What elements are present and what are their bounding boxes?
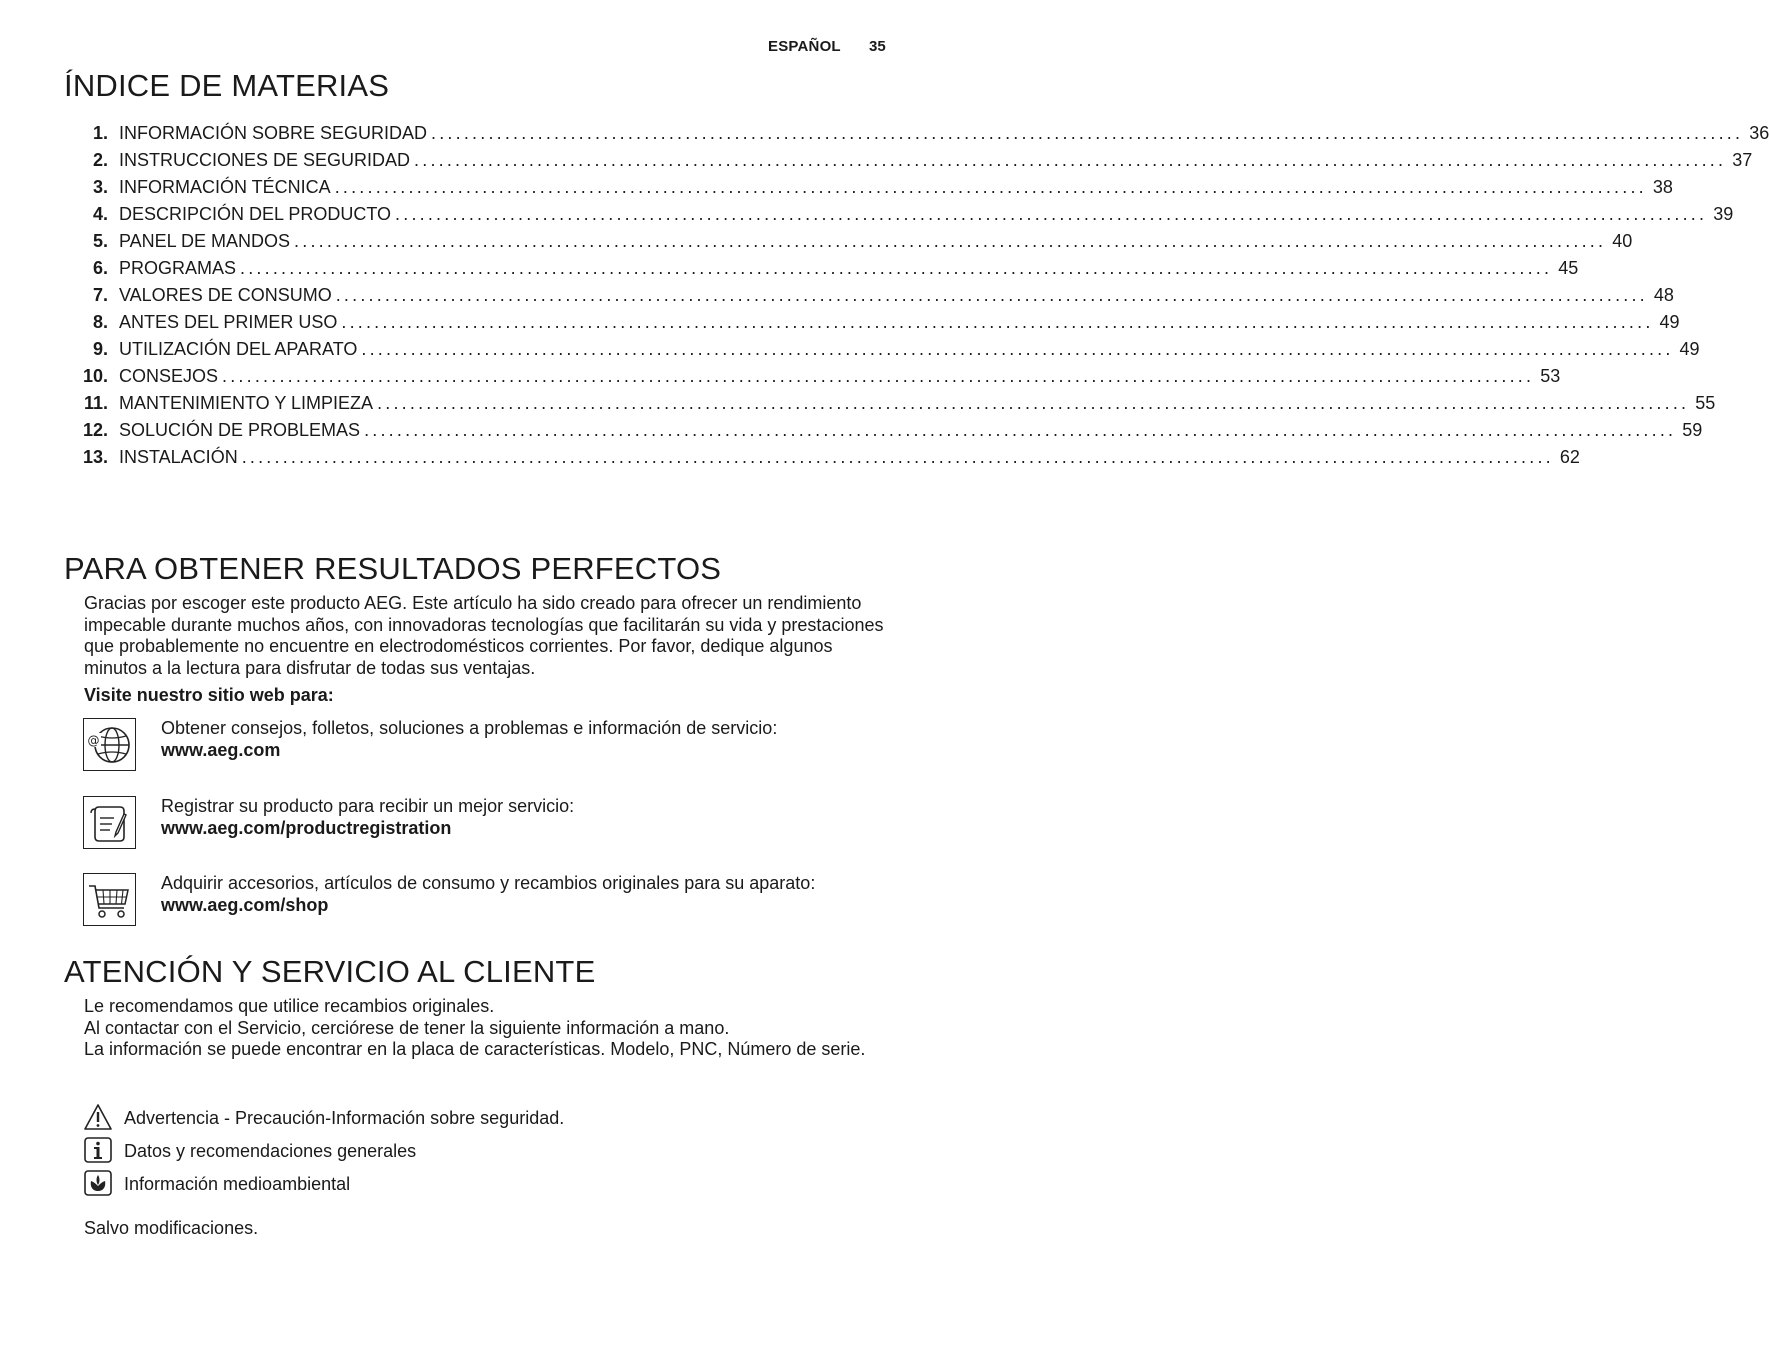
toc-item-2[interactable] (64, 147, 1753, 174)
toc-label: PROGRAMAS (119, 258, 237, 278)
toc-number: 3. (92, 177, 108, 197)
toc-page: 48 (1653, 285, 1674, 305)
intro-paragraph: Gracias por escoger este producto AEG. Este artículo ha sido creado para ofrecer un rendimiento impecable durante muchos años, con innovadoras tecnologías que facilitarán su vida y prestaciones que probablemente no encuentre en electrodomésticos corrientes. Por favor, dedique algunos minutos a la lectura para disfrutar de todas sus ventajas. (84, 593, 884, 678)
toc-number: 13. (82, 447, 108, 467)
results-title: PARA OBTENER RESULTADOS PERFECTOS (64, 551, 722, 586)
service-title: ATENCIÓN Y SERVICIO AL CLIENTE (64, 954, 596, 989)
toc-page: 37 (1732, 150, 1753, 170)
service-line: Al contactar con el Servicio, cerciórese de tener la siguiente información a mano. (84, 1017, 730, 1038)
toc-label: VALORES DE CONSUMO (119, 285, 332, 305)
toc-label: MANTENIMIENTO Y LIMPIEZA (119, 393, 374, 413)
shopping-cart-icon (83, 873, 136, 926)
svg-text:@: @ (87, 733, 100, 748)
toc-page: 36 (1749, 123, 1769, 143)
toc-page: 38 (1652, 177, 1673, 197)
toc-leader-dots: ................................................................................................................................................................ (431, 123, 1744, 143)
toc-page: 62 (1559, 447, 1580, 467)
toc-leader-dots: ................................................................................................................................................................ (222, 366, 1535, 386)
toc-item-8[interactable] (64, 309, 1680, 336)
toc-item-12[interactable] (64, 417, 1703, 444)
legend-environment (83, 1169, 783, 1197)
toc-item-1[interactable] (64, 120, 1769, 147)
toc-number: 6. (92, 258, 108, 278)
legend-label: Advertencia - Precaución-Información sobre seguridad. (124, 1108, 565, 1128)
footer-note: Salvo modificaciones. (84, 1218, 259, 1238)
toc-number: 1. (92, 123, 108, 143)
site-description: Obtener consejos, folletos, soluciones a problemas e información de servicio: (161, 718, 778, 738)
legend-label: Información medioambiental (124, 1174, 351, 1194)
toc-leader-dots: ................................................................................................................................................................ (395, 204, 1708, 224)
toc-page: 39 (1713, 204, 1734, 224)
toc-page: 49 (1659, 312, 1680, 332)
toc-item-4[interactable] (64, 201, 1734, 228)
toc-page: 45 (1558, 258, 1579, 278)
toc-leader-dots: ................................................................................................................................................................ (414, 150, 1727, 170)
toc-label: SOLUCIÓN DE PROBLEMAS (119, 420, 361, 440)
toc-leader-dots: ................................................................................................................................................................ (361, 339, 1674, 359)
site-link-shop[interactable]: www.aeg.com/shop (161, 894, 329, 915)
registration-info-row (83, 796, 893, 852)
toc-item-9[interactable] (64, 336, 1700, 363)
toc-number: 9. (92, 339, 108, 359)
toc-leader-dots: ................................................................................................................................................................ (377, 393, 1690, 413)
toc-label: INSTALACIÓN (119, 447, 238, 467)
toc-page: 53 (1540, 366, 1561, 386)
website-info-row (83, 718, 893, 774)
info-icon (83, 1136, 113, 1164)
language-label: ESPAÑOL (768, 38, 841, 55)
toc-number: 7. (92, 285, 108, 305)
toc-leader-dots: ................................................................................................................................................................ (364, 420, 1677, 440)
toc-item-5[interactable] (64, 228, 1633, 255)
toc-label: INFORMACIÓN SOBRE SEGURIDAD (119, 123, 428, 143)
warning-icon (83, 1103, 113, 1131)
toc-leader-dots: ................................................................................................................................................................ (334, 177, 1647, 197)
page-number: 35 (869, 38, 886, 55)
toc-item-11[interactable] (64, 390, 1716, 417)
toc-leader-dots: ................................................................................................................................................................ (341, 312, 1654, 332)
toc-label: UTILIZACIÓN DEL APARATO (119, 339, 358, 359)
toc-number: 11. (83, 393, 108, 413)
toc-leader-dots: ................................................................................................................................................................ (335, 285, 1648, 305)
site-link-aeg[interactable]: www.aeg.com (161, 739, 281, 760)
toc-item-3[interactable] (64, 174, 1673, 201)
toc-page: 49 (1679, 339, 1700, 359)
globe-icon (83, 718, 136, 771)
page-header (0, 38, 954, 58)
site-description: Adquirir accesorios, artículos de consumo y recambios originales para su aparato: (161, 873, 816, 893)
toc-item-13[interactable] (64, 444, 1580, 471)
service-paragraph (84, 996, 884, 1061)
environment-icon (83, 1169, 113, 1197)
legend-info (83, 1136, 783, 1164)
toc-item-7[interactable] (64, 282, 1674, 309)
toc-page: 59 (1682, 420, 1703, 440)
toc-label: INFORMACIÓN TÉCNICA (119, 177, 331, 197)
visit-label: Visite nuestro sitio web para: (84, 685, 334, 705)
site-link-productregistration[interactable]: www.aeg.com/productregistration (161, 817, 452, 838)
toc-label: INSTRUCCIONES DE SEGURIDAD (119, 150, 411, 170)
toc-leader-dots: ................................................................................................................................................................ (240, 258, 1553, 278)
toc-label: ANTES DEL PRIMER USO (119, 312, 338, 332)
toc-number: 10. (82, 366, 108, 386)
toc-title: ÍNDICE DE MATERIAS (64, 68, 390, 103)
site-description: Registrar su producto para recibir un mejor servicio: (161, 796, 575, 816)
legend-warning (83, 1103, 783, 1131)
toc-label: DESCRIPCIÓN DEL PRODUCTO (119, 204, 392, 224)
toc-number: 12. (82, 420, 108, 440)
toc-page: 55 (1695, 393, 1716, 413)
service-line: La información se puede encontrar en la placa de características. Modelo, PNC, Número de serie. (84, 1039, 866, 1059)
toc-page: 40 (1612, 231, 1633, 251)
table-of-contents (64, 120, 1769, 471)
toc-item-10[interactable] (64, 363, 1561, 390)
toc-number: 4. (92, 204, 108, 224)
toc-item-6[interactable] (64, 255, 1579, 282)
registration-form-icon (83, 796, 136, 849)
toc-label: CONSEJOS (119, 366, 219, 386)
toc-leader-dots: ................................................................................................................................................................ (294, 231, 1607, 251)
toc-number: 2. (92, 150, 108, 170)
toc-leader-dots: ................................................................................................................................................................ (241, 447, 1554, 467)
toc-number: 5. (92, 231, 108, 251)
service-line: Le recomendamos que utilice recambios originales. (84, 996, 495, 1016)
legend-label: Datos y recomendaciones generales (124, 1141, 417, 1161)
shop-info-row (83, 873, 893, 929)
toc-label: PANEL DE MANDOS (119, 231, 291, 251)
toc-number: 8. (92, 312, 108, 332)
